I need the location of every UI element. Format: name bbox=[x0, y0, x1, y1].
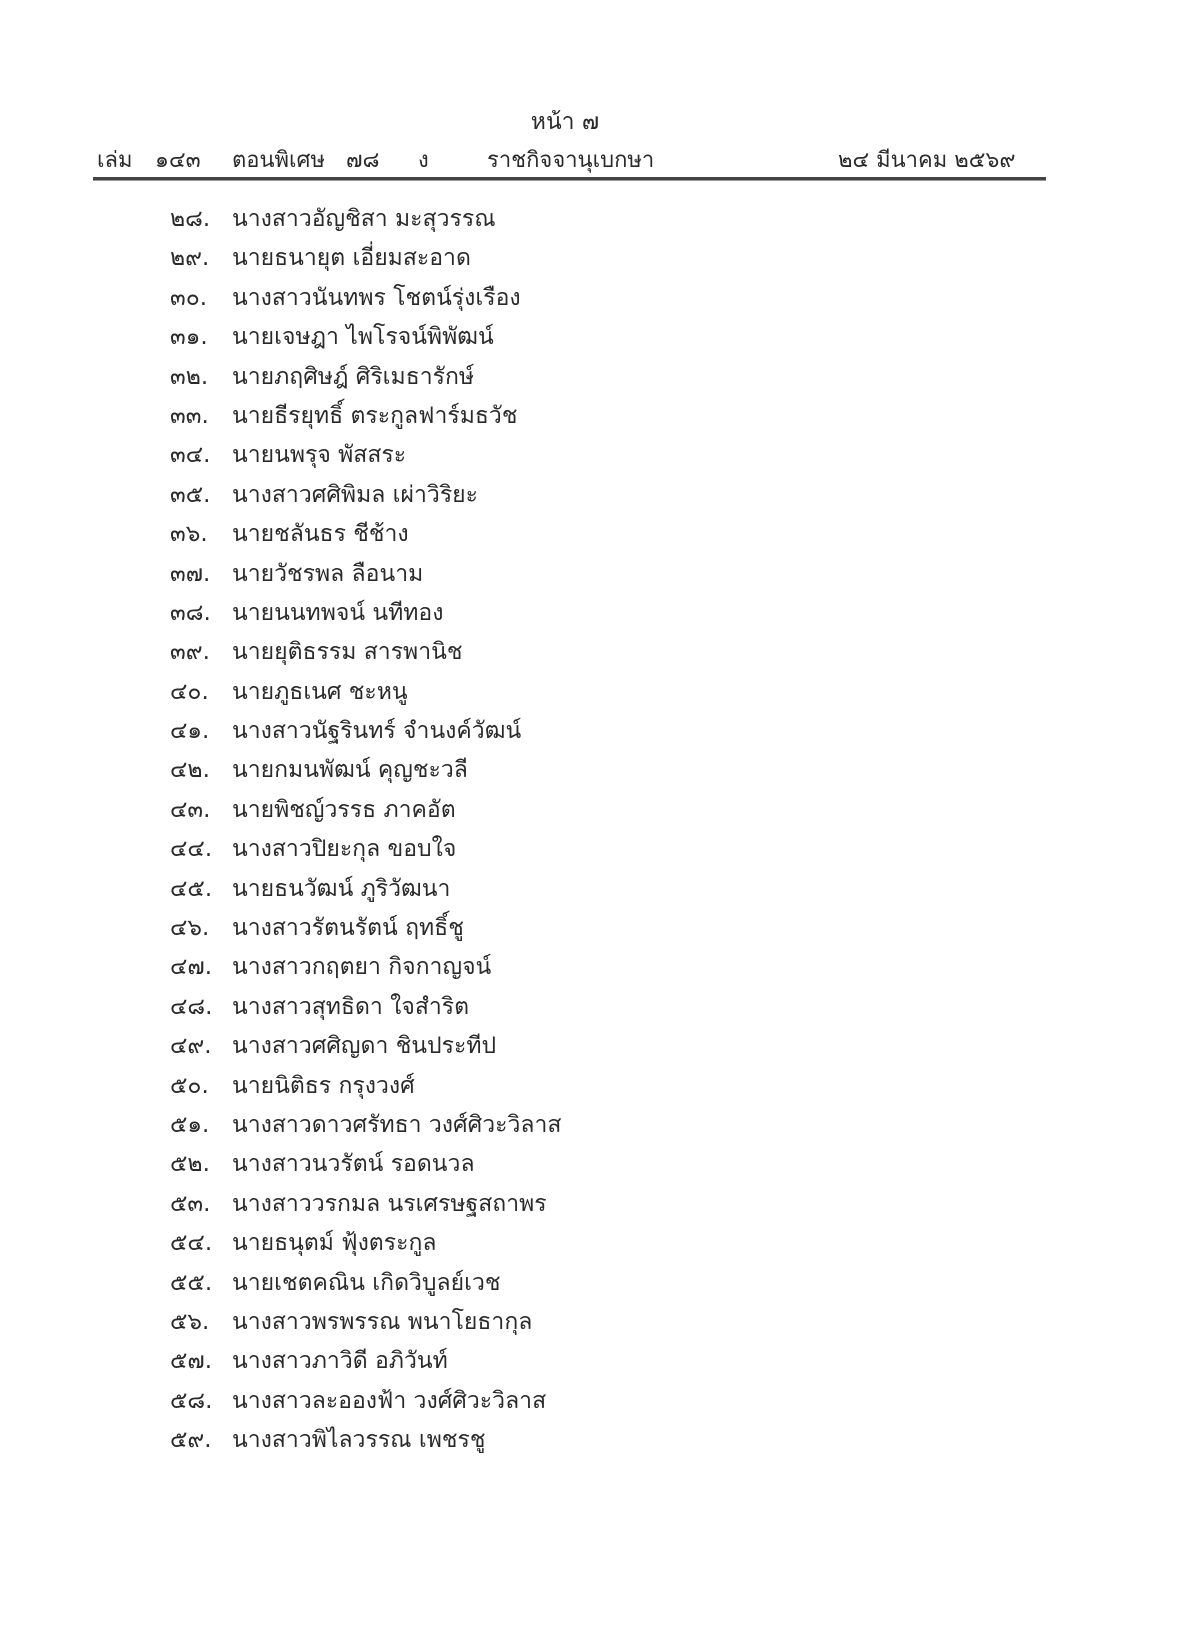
item-number: ๔๓. bbox=[170, 796, 211, 823]
person-name: นายยุติธรรม สารพานิช bbox=[232, 639, 463, 666]
list-item bbox=[170, 279, 561, 318]
list-item bbox=[170, 1224, 561, 1263]
list-item bbox=[170, 1264, 561, 1303]
list-item bbox=[170, 1145, 561, 1184]
person-name: นางสาวภาวิดี อภิวันท์ bbox=[232, 1348, 448, 1375]
list-item bbox=[170, 594, 561, 633]
person-name: นายนิติธร กรุงวงศ์ bbox=[232, 1072, 415, 1099]
list-item bbox=[170, 870, 561, 909]
item-number: ๓๔. bbox=[170, 442, 211, 469]
volume-label: เล่ม bbox=[97, 148, 133, 173]
list-item bbox=[170, 673, 561, 712]
list-item bbox=[170, 200, 561, 239]
item-number: ๕๐. bbox=[170, 1072, 209, 1099]
item-number: ๔๙. bbox=[170, 1033, 212, 1060]
list-item bbox=[170, 1185, 561, 1224]
person-name: นายนนทพจน์ นทีทอง bbox=[232, 599, 444, 626]
publication-name: ราชกิจจานุเบกษา bbox=[487, 148, 655, 173]
list-item bbox=[170, 988, 561, 1027]
item-number: ๓๓. bbox=[170, 402, 209, 429]
item-number: ๕๔. bbox=[170, 1230, 213, 1257]
item-number: ๒๙. bbox=[170, 245, 210, 272]
item-number: ๓๖. bbox=[170, 521, 208, 548]
item-number: ๔๔. bbox=[170, 836, 213, 863]
person-name: นางสาวพรพรรณ พนาโยธากุล bbox=[232, 1308, 533, 1335]
header-rule bbox=[93, 177, 1046, 181]
person-name: นางสาวศศิพิมล เผ่าวิริยะ bbox=[232, 481, 479, 508]
person-name: นายธนุตม์ ฟุ้งตระกูล bbox=[232, 1230, 437, 1257]
item-number: ๕๑. bbox=[170, 1111, 210, 1138]
person-name: นายภฤศิษฎ์ ศิริเมธารักษ์ bbox=[232, 363, 475, 390]
list-item bbox=[170, 791, 561, 830]
person-name: นายธนวัฒน์ ภูริวัฒนา bbox=[232, 875, 451, 902]
person-name: นายภูธเนศ ชะหนู bbox=[232, 678, 408, 705]
list-item bbox=[170, 436, 561, 475]
list-item bbox=[170, 239, 561, 278]
item-number: ๓๘. bbox=[170, 599, 211, 626]
person-name: นายกมนพัฒน์ คุญชะวลี bbox=[232, 757, 468, 784]
person-name: นายชลันธร ชีช้าง bbox=[232, 521, 409, 548]
item-number: ๓๙. bbox=[170, 639, 210, 666]
list-item bbox=[170, 633, 561, 672]
list-item bbox=[170, 1303, 561, 1342]
list-item bbox=[170, 1027, 561, 1066]
item-number: ๕๗. bbox=[170, 1348, 213, 1375]
item-number: ๔๗. bbox=[170, 954, 213, 981]
person-name: นางสาววรกมล นรเศรษฐสถาพร bbox=[232, 1190, 547, 1217]
section-letter: ง bbox=[418, 148, 429, 173]
list-item bbox=[170, 397, 561, 436]
page-number: หน้า ๗ bbox=[530, 109, 600, 135]
item-number: ๔๒. bbox=[170, 757, 210, 784]
list-item bbox=[170, 712, 561, 751]
person-name: นางสาวกฤตยา กิจกาญจน์ bbox=[232, 954, 492, 981]
person-name: นางสาวศศิญดา ชินประทีป bbox=[232, 1033, 497, 1060]
person-name: นางสาวดาวศรัทธา วงศ์ศิวะวิลาส bbox=[232, 1111, 562, 1138]
item-number: ๔๑. bbox=[170, 718, 210, 745]
person-name: นางสาวปิยะกุล ขอบใจ bbox=[232, 836, 457, 863]
item-number: ๓๗. bbox=[170, 560, 211, 587]
list-item bbox=[170, 909, 561, 948]
item-number: ๓๒. bbox=[170, 363, 209, 390]
list-item bbox=[170, 1342, 561, 1381]
name-list bbox=[170, 200, 561, 1461]
person-name: นายพิชญ์วรรธ ภาคอัต bbox=[232, 796, 456, 823]
list-item bbox=[170, 751, 561, 790]
item-number: ๕๘. bbox=[170, 1387, 213, 1414]
person-name: นายเจษฎา ไพโรจน์พิพัฒน์ bbox=[232, 324, 494, 351]
list-item bbox=[170, 358, 561, 397]
list-item bbox=[170, 318, 561, 357]
person-name: นางสาวสุทธิดา ใจสำริต bbox=[232, 993, 470, 1020]
person-name: นางสาวอัญชิสา มะสุวรรณ bbox=[232, 206, 496, 232]
list-item bbox=[170, 1106, 561, 1145]
list-item bbox=[170, 830, 561, 869]
item-number: ๔๐. bbox=[170, 678, 209, 705]
person-name: นางสาวละอองฟ้า วงศ์ศิวะวิลาส bbox=[232, 1387, 547, 1414]
list-item bbox=[170, 555, 561, 594]
list-item bbox=[170, 948, 561, 987]
person-name: นางสาวนวรัตน์ รอดนวล bbox=[232, 1151, 475, 1178]
item-number: ๓๑. bbox=[170, 324, 208, 351]
person-name: นางสาวนัฐรินทร์ จำนงค์วัฒน์ bbox=[232, 718, 522, 745]
item-number: ๒๘. bbox=[170, 206, 211, 232]
item-number: ๕๕. bbox=[170, 1269, 213, 1296]
item-number: ๓๐. bbox=[170, 284, 208, 311]
person-name: นางสาวนันทพร โชตน์รุ่งเรือง bbox=[232, 284, 521, 311]
item-number: ๕๙. bbox=[170, 1427, 212, 1454]
item-number: ๔๕. bbox=[170, 875, 213, 902]
item-number: ๓๕. bbox=[170, 481, 211, 508]
item-number: ๔๖. bbox=[170, 915, 210, 942]
list-item bbox=[170, 1067, 561, 1106]
list-item bbox=[170, 515, 561, 554]
person-name: นายธีรยุทธิ์ ตระกูลฟาร์มธวัช bbox=[232, 402, 518, 429]
item-number: ๕๖. bbox=[170, 1308, 210, 1335]
volume-number: ๑๔๓ bbox=[155, 148, 201, 173]
issue-label: ตอนพิเศษ bbox=[232, 148, 326, 173]
item-number: ๔๘. bbox=[170, 993, 213, 1020]
issue-number: ๗๘ bbox=[346, 148, 380, 173]
person-name: นายเชตคณิน เกิดวิบูลย์เวช bbox=[232, 1269, 501, 1296]
person-name: นายวัชรพล ลือนาม bbox=[232, 560, 424, 587]
person-name: นายนพรุจ พัสสระ bbox=[232, 442, 407, 469]
list-item bbox=[170, 1382, 561, 1421]
item-number: ๕๓. bbox=[170, 1190, 211, 1217]
publication-date: ๒๔ มีนาคม ๒๕๖๙ bbox=[838, 148, 1016, 173]
person-name: นางสาวรัตนรัตน์ ฤทธิ์ชู bbox=[232, 915, 464, 942]
person-name: นายธนายุต เอี่ยมสะอาด bbox=[232, 245, 471, 272]
person-name: นางสาวพิไลวรรณ เพชรชู bbox=[232, 1427, 486, 1454]
list-item bbox=[170, 476, 561, 515]
list-item bbox=[170, 1421, 561, 1460]
item-number: ๕๒. bbox=[170, 1151, 210, 1178]
